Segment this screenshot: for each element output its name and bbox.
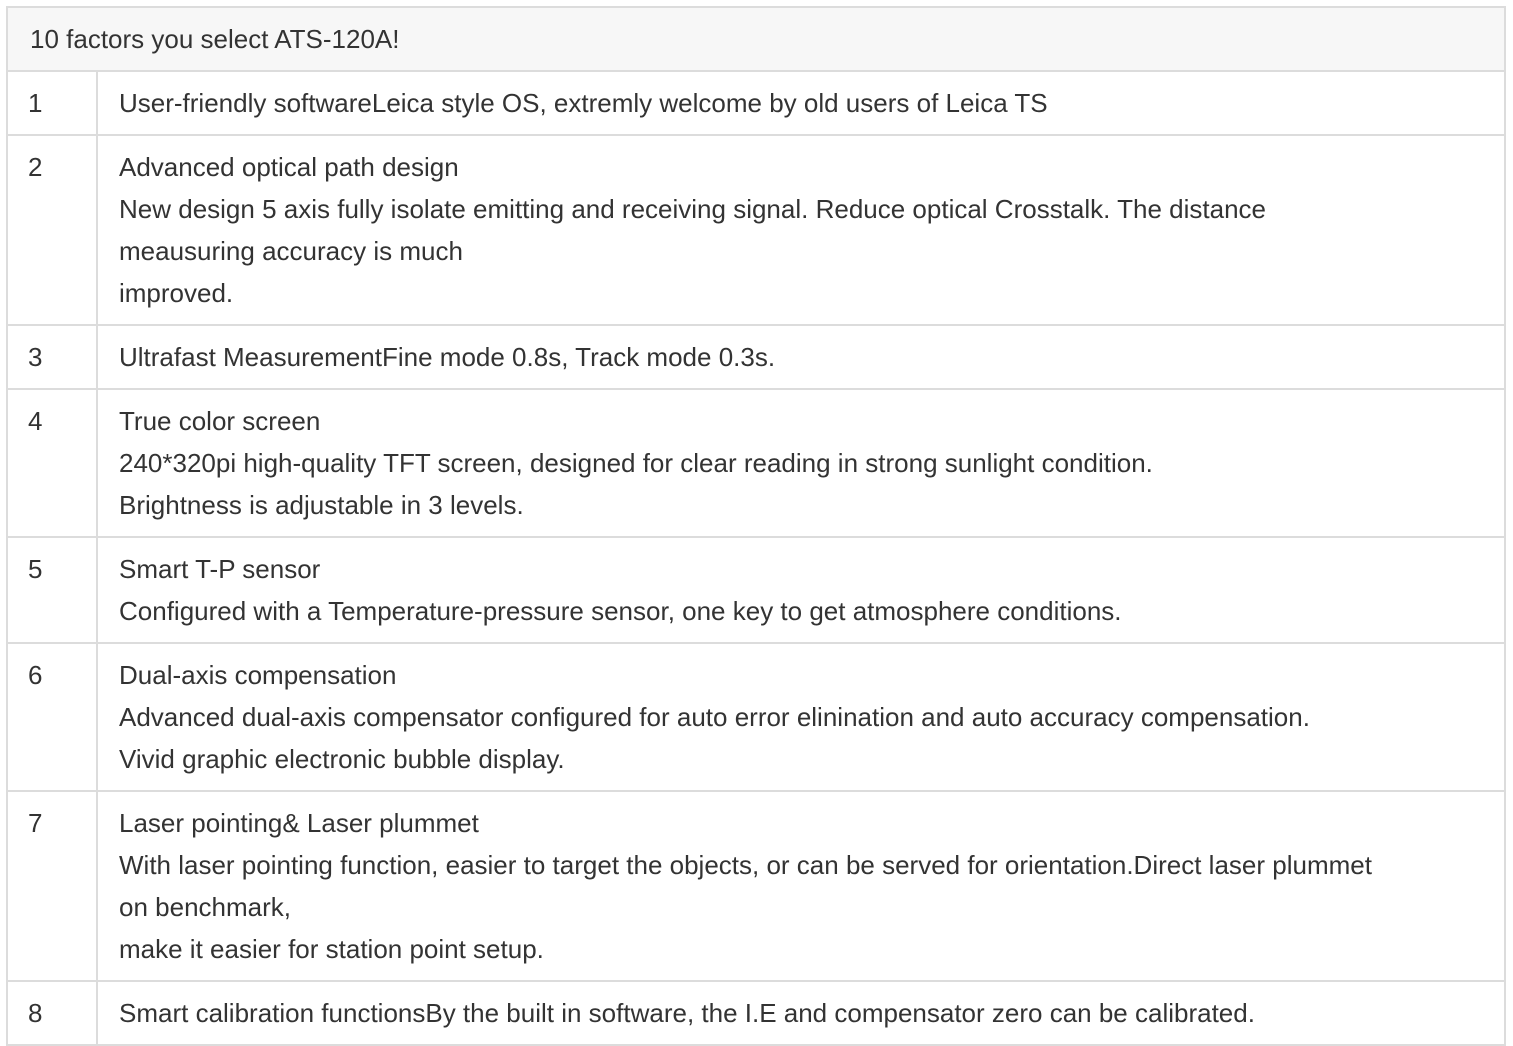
row-text-line: Advanced optical path design <box>119 152 459 182</box>
row-number: 7 <box>8 792 98 980</box>
row-number: 5 <box>8 538 98 642</box>
row-text-line: Vivid graphic electronic bubble display. <box>119 744 565 774</box>
row-text-line: on benchmark, <box>119 892 291 922</box>
row-text-line: make it easier for station point setup. <box>119 934 544 964</box>
row-content <box>98 792 1504 980</box>
row-content <box>98 72 1504 134</box>
factors-table <box>6 6 1506 1046</box>
row-text-line: Dual-axis compensation <box>119 660 397 690</box>
row-content <box>98 982 1504 1044</box>
table-row <box>8 644 1504 792</box>
row-text-line: With laser pointing function, easier to target the objects, or can be served for orientation.Direct laser plummet <box>119 850 1372 880</box>
table-row <box>8 326 1504 390</box>
row-text-line: True color screen <box>119 406 321 436</box>
row-content <box>98 390 1504 536</box>
row-content <box>98 644 1504 790</box>
row-number: 1 <box>8 72 98 134</box>
row-text-line: 240*320pi high-quality TFT screen, designed for clear reading in strong sunlight condition. <box>119 448 1153 478</box>
row-text-line: Smart T-P sensor <box>119 554 321 584</box>
row-text-line: Ultrafast MeasurementFine mode 0.8s, Track mode 0.3s. <box>119 342 776 372</box>
table-header: 10 factors you select ATS-120A! <box>8 8 1504 72</box>
row-text-line: improved. <box>119 278 234 308</box>
row-text-line: Advanced dual-axis compensator configured for auto error elinination and auto accuracy compensation. <box>119 702 1310 732</box>
row-text-line: Laser pointing& Laser plummet <box>119 808 479 838</box>
table-row <box>8 792 1504 982</box>
row-text-line: User-friendly softwareLeica style OS, extremly welcome by old users of Leica TS <box>119 88 1048 118</box>
row-text-line: meausuring accuracy is much <box>119 236 463 266</box>
row-content <box>98 538 1504 642</box>
row-number: 6 <box>8 644 98 790</box>
table-row <box>8 390 1504 538</box>
row-number: 2 <box>8 136 98 324</box>
table-row <box>8 982 1504 1046</box>
row-text-line: Configured with a Temperature-pressure sensor, one key to get atmosphere conditions. <box>119 596 1122 626</box>
row-text-line: New design 5 axis fully isolate emitting and receiving signal. Reduce optical Crosstalk. The distance <box>119 194 1266 224</box>
row-content <box>98 136 1504 324</box>
table-row <box>8 136 1504 326</box>
row-text-line: Smart calibration functionsBy the built in software, the I.E and compensator zero can be calibrated. <box>119 998 1255 1028</box>
row-number: 4 <box>8 390 98 536</box>
row-content <box>98 326 1504 388</box>
row-number: 3 <box>8 326 98 388</box>
row-number: 8 <box>8 982 98 1044</box>
row-text-line: Brightness is adjustable in 3 levels. <box>119 490 524 520</box>
table-row <box>8 72 1504 136</box>
table-row <box>8 538 1504 644</box>
